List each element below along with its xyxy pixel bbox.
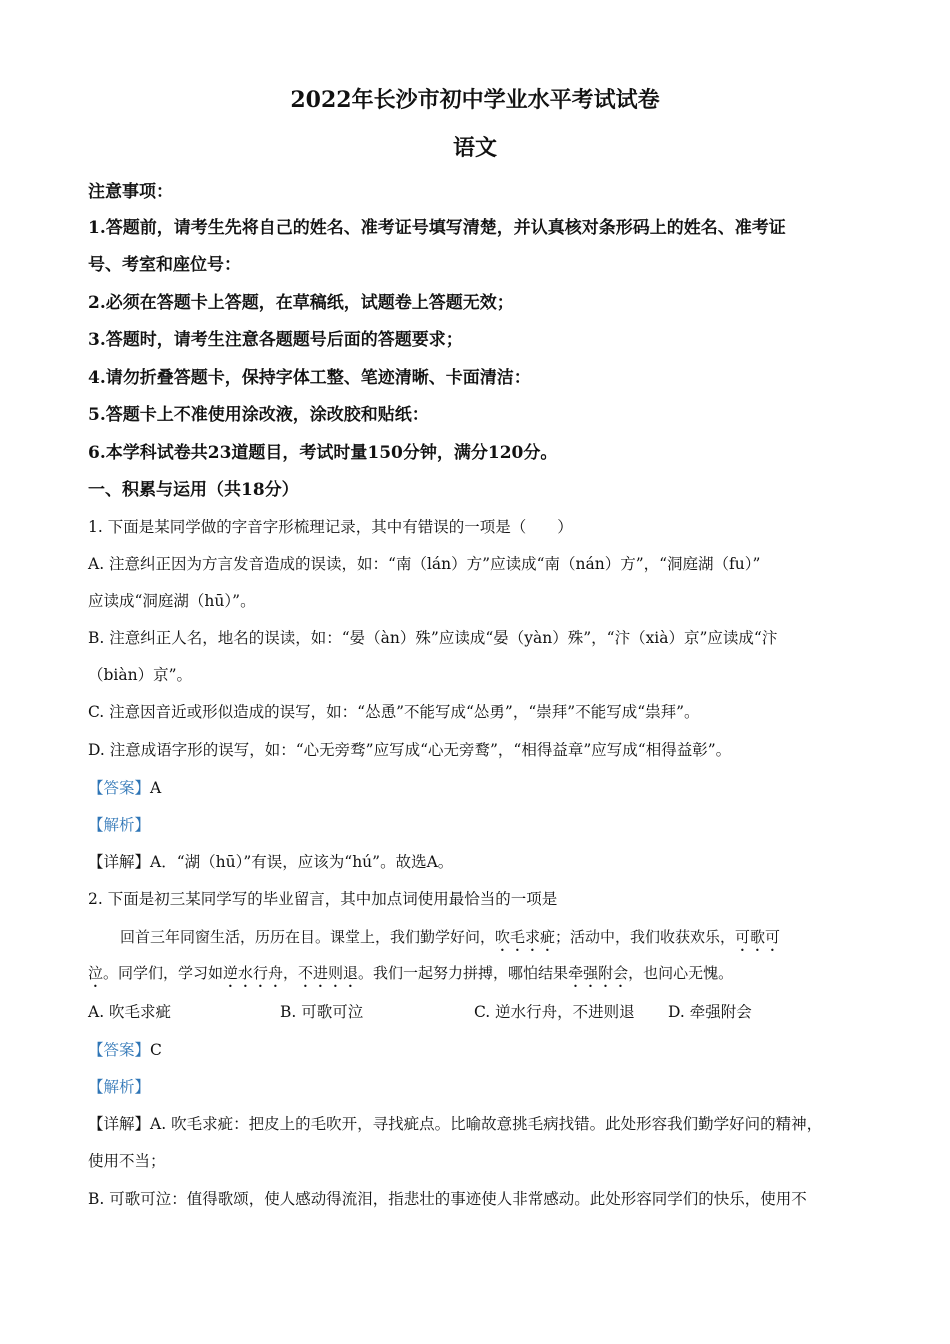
analysis-tag: 【解析】 [88, 1078, 151, 1096]
answer-tag: 【答案】 [88, 779, 151, 797]
option-b: B. 可歌可泣 [280, 1003, 364, 1021]
notice-item: 6.本学科试卷共23道题目，考试时量150分钟，满分120分。 [88, 443, 558, 463]
marked-word: 泣 [88, 964, 104, 982]
notice-item: 2.必须在答题卡上答题，在草稿纸，试题卷上答题无效； [88, 293, 514, 313]
question-1-line: C. 注意因音近或形似造成的误写，如：“怂恿”不能写成“怂勇”，“崇拜”不能写成“祟拜”。 [88, 703, 700, 721]
answer-tag: 【答案】 [88, 1041, 151, 1059]
answer-row [88, 1039, 878, 1061]
detail-tag: 【详解】 [88, 1115, 151, 1133]
analysis-row [88, 1076, 878, 1098]
answer-row [88, 777, 878, 799]
passage-text: 。同学们，学习如 [103, 964, 224, 982]
answer-value: C [150, 1041, 162, 1059]
detail-tag: 【详解】 [88, 853, 151, 871]
passage-text: 。我们一起努力拼搏，哪怕结果 [358, 964, 569, 982]
question-1-line: A. 注意纠正因为方言发音造成的误读，如：“南（lán）方”应读成“南（nán）方”，“洞庭湖（fu）” [88, 555, 761, 573]
marked-word: 可歌可 [735, 928, 781, 946]
detail-line: B. 可歌可泣：值得歌颂，使人感动得流泪，指悲壮的事迹使人非常感动。此处形容同学们的快乐，使用不 [88, 1190, 807, 1208]
passage-text: ，也问心无愧。 [628, 964, 734, 982]
passage-line [88, 962, 878, 991]
marked-word: 牵强附会 [568, 964, 629, 982]
analysis-row [88, 814, 878, 836]
options-row [88, 1001, 878, 1023]
answer-value: A [150, 779, 162, 797]
question-1-line: B. 注意纠正人名，地名的误读，如：“晏（àn）殊”应读成“晏（yàn）殊”，“汴（xià）京”应读成“汴 [88, 629, 778, 647]
analysis-tag: 【解析】 [88, 816, 151, 834]
marked-word: 逆水行舟，不进则退 [223, 964, 359, 982]
passage-text: ；活动中，我们收获欢乐， [555, 928, 736, 946]
question-1-stem: 1. 下面是某同学做的字音字形梳理记录，其中有错误的一项是（ ） [88, 518, 573, 536]
notice-heading: 注意事项： [88, 182, 173, 202]
marked-word: 吹毛求疵 [495, 928, 556, 946]
exam-subject: 语文 [452, 135, 497, 161]
notice-item: 1.答题前，请考生先将自己的姓名、准考证号填写清楚，并认真核对条形码上的姓名、准考证 [88, 218, 786, 238]
question-1-line: （biàn）京”。 [88, 666, 193, 684]
section-heading: 一、积累与运用（共18分） [88, 480, 299, 500]
passage-text: 回首三年同窗生活，历历在目。课堂上，我们勤学好问， [120, 928, 496, 946]
question-2-stem: 2. 下面是初三某同学写的毕业留言，其中加点词使用最恰当的一项是 [88, 890, 558, 908]
notice-item: 号、考室和座位号： [88, 255, 241, 275]
passage-line [120, 926, 880, 955]
notice-item: 4.请勿折叠答题卡，保持字体工整、笔迹清晰、卡面清洁： [88, 368, 531, 388]
question-1-line: D. 注意成语字形的误写，如：“心无旁骛”应写成“心无旁鹜”，“相得益章”应写成“相得益彰”。 [88, 741, 732, 759]
detail-text: A. 吹毛求疵：把皮上的毛吹开，寻找疵点。比喻故意挑毛病找错。此处形容我们勤学好问的精神， [150, 1115, 823, 1133]
option-a: A. 吹毛求疵 [88, 1003, 172, 1021]
detail-line: 使用不当； [88, 1152, 166, 1170]
option-d: D. 牵强附会 [668, 1003, 752, 1021]
detail-text: A．“湖（hū）”有误，应该为“hú”。故选A。 [150, 853, 454, 871]
notice-item: 3.答题时，请考生注意各题题号后面的答题要求； [88, 330, 463, 350]
detail-row [88, 1113, 878, 1135]
exam-title: 2022年长沙市初中学业水平考试试卷 [290, 87, 660, 113]
notice-item: 5.答题卡上不准使用涂改液，涂改胶和贴纸： [88, 405, 429, 425]
option-c: C. 逆水行舟，不进则退 [474, 1003, 635, 1021]
question-1-line: 应读成“洞庭湖（hū）”。 [88, 592, 256, 610]
detail-row [88, 851, 878, 873]
